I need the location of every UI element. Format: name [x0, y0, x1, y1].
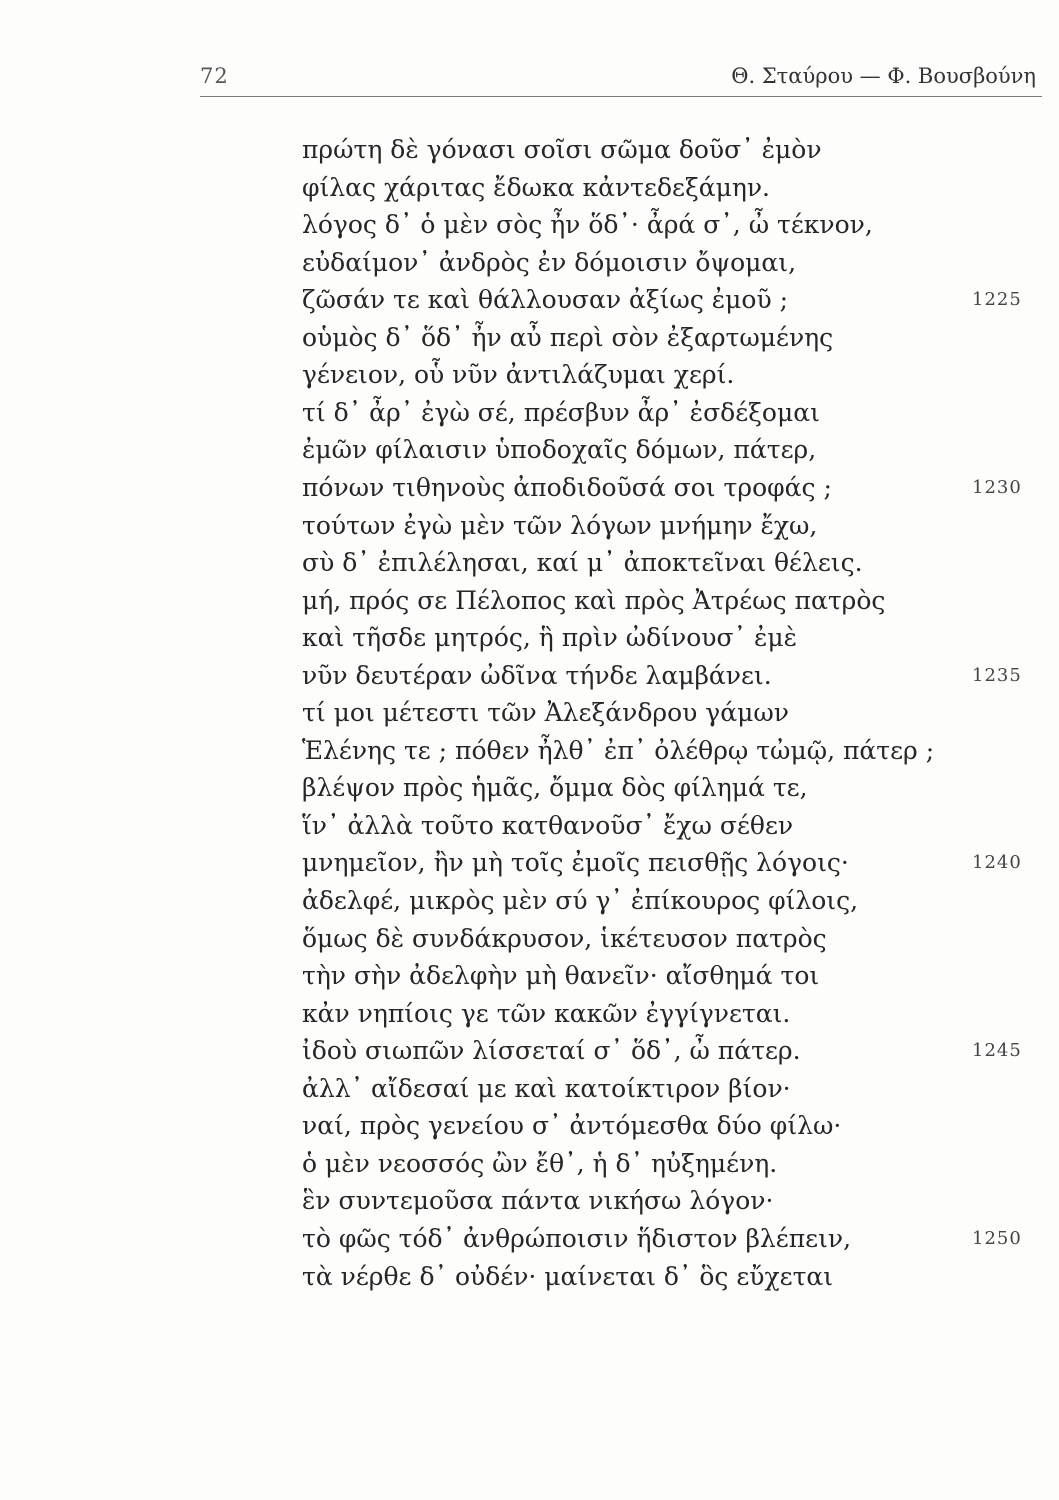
verse-line-text: τί μοι μέτεστι τῶν Ἀλεξάνδρου γάμων — [302, 698, 789, 728]
verse-line — [302, 281, 1042, 319]
verse-line-text: λόγος δ᾽ ὁ μὲν σὸς ἦν ὅδ᾽· ἆρά σ᾽, ὦ τέκνον, — [302, 210, 873, 240]
verse-line-text: ἓν συντεμοῦσα πάντα νικήσω λόγον· — [302, 1186, 774, 1216]
verse-line-text: τὰ νέρθε δ᾽ οὐδέν· μαίνεται δ᾽ ὃς εὔχεται — [302, 1261, 834, 1291]
verse-line-text: πρώτη δὲ γόνασι σοῖσι σῶμα δοῦσ᾽ ἐμὸν — [302, 135, 822, 164]
verse-line — [302, 1182, 1042, 1220]
verse-line — [302, 1145, 1042, 1183]
verse-line — [302, 807, 1042, 845]
verse-line-number: 1250 — [972, 1227, 1022, 1249]
verse-line-text: ἵν᾽ ἀλλὰ τοῦτο κατθανοῦσ᾽ ἔχω σέθεν — [302, 810, 794, 840]
verse-line-text: ναί, πρὸς γενείου σ᾽ ἀντόμεσθα δύο φίλω· — [302, 1111, 842, 1141]
verse-line-number: 1235 — [972, 664, 1022, 686]
verse-line — [302, 319, 1042, 357]
verse-line-text: μή, πρός σε Πέλοπος καὶ πρὸς Ἀτρέως πατρὸς — [302, 585, 886, 615]
verse-line-text: οὑμὸς δ᾽ ὅδ᾽ ἦν αὖ περὶ σὸν ἐξαρτωμένης — [302, 322, 834, 352]
verse-line — [302, 995, 1042, 1033]
verse-line — [302, 769, 1042, 807]
verse-line — [302, 582, 1042, 620]
verse-line-text: νῦν δευτέραν ὠδῖνα τήνδε λαμβάνει. — [302, 660, 772, 690]
verse-line-text: τούτων ἐγὼ μὲν τῶν λόγων μνήμην ἔχω, — [302, 510, 818, 540]
verse-line-text: τὸ φῶς τόδ᾽ ἀνθρώποισιν ἥδιστον βλέπειν, — [302, 1223, 852, 1253]
verse-line-text: ἐμῶν φίλαισιν ὑποδοχαῖς δόμων, πάτερ, — [302, 435, 817, 465]
verse-line — [302, 244, 1042, 282]
verse-line-text: Ἑλένης τε ; πόθεν ἦλθ᾽ ἐπ᾽ ὀλέθρῳ τὠμῷ, πάτερ ; — [302, 735, 935, 765]
verse-line — [302, 882, 1042, 920]
verse-line — [302, 844, 1042, 882]
verse-line — [302, 732, 1042, 770]
verse-line — [302, 619, 1042, 657]
verse-line-text: μνημεῖον, ἢν μὴ τοῖς ἐμοῖς πεισθῇς λόγοις· — [302, 848, 849, 878]
verse-line-text: φίλας χάριτας ἔδωκα κἀντεδεξάμην. — [302, 172, 770, 202]
verse-line — [302, 1070, 1042, 1108]
verse-line-text: κἀν νηπίοις γε τῶν κακῶν ἐγγίγνεται. — [302, 998, 791, 1028]
verse-line-text: τί δ᾽ ἆρ᾽ ἐγὼ σέ, πρέσβυν ἆρ᾽ ἐσδέξομαι — [302, 397, 820, 427]
verse-line-text: ζῶσάν τε καὶ θάλλουσαν ἀξίως ἐμοῦ ; — [302, 285, 789, 315]
running-head: Θ. Σταύρου — Φ. Βουσβούνη — [731, 64, 1036, 88]
verse-line — [302, 1258, 1042, 1296]
verse-line — [302, 507, 1042, 545]
verse-line-number: 1230 — [972, 476, 1022, 498]
verse-line-text: ὅμως δὲ συνδάκρυσον, ἱκέτευσον πατρὸς — [302, 923, 827, 953]
verse-line-number: 1240 — [972, 852, 1022, 874]
verse-line — [302, 169, 1042, 207]
verse-line — [302, 206, 1042, 244]
verse-line-text: πόνων τιθηνοὺς ἀποδιδοῦσά σοι τροφάς ; — [302, 472, 832, 502]
verse-line-text: ἀλλ᾽ αἴδεσαί με καὶ κατοίκτιρον βίον· — [302, 1073, 791, 1103]
verse-line — [302, 131, 1042, 169]
verse-line — [302, 544, 1042, 582]
verse-line — [302, 356, 1042, 394]
verse-line — [302, 694, 1042, 732]
verse-line-text: ὁ μὲν νεοσσός ὢν ἔθ᾽, ἡ δ᾽ ηὐξημένη. — [302, 1148, 778, 1178]
verse-line — [302, 1220, 1042, 1258]
verse-line — [302, 920, 1042, 958]
verse-line-text: εὐδαίμον᾽ ἀνδρὸς ἐν δόμοισιν ὄψομαι, — [302, 247, 797, 277]
verse-line — [302, 1032, 1042, 1070]
verse-line — [302, 657, 1042, 695]
verse-line — [302, 957, 1042, 995]
verse-line — [302, 394, 1042, 432]
verse-line — [302, 1107, 1042, 1145]
verse-line-text: ἰδοὺ σιωπῶν λίσσεταί σ᾽ ὅδ᾽, ὦ πάτερ. — [302, 1036, 801, 1066]
verse-line-number: 1225 — [972, 289, 1022, 311]
verse-line-text: σὺ δ᾽ ἐπιλέλησαι, καί μ᾽ ἀποκτεῖναι θέλεις. — [302, 548, 863, 578]
verse-line — [302, 431, 1042, 469]
verse-line-text: ἀδελφέ, μικρὸς μὲν σύ γ᾽ ἐπίκουρος φίλοις, — [302, 886, 859, 915]
verse-line — [302, 469, 1042, 507]
verse-line-text: καὶ τῆσδε μητρός, ἣ πρὶν ὠδίνουσ᾽ ἐμὲ — [302, 623, 798, 653]
verse-line-text: τὴν σὴν ἀδελφὴν μὴ θανεῖν· αἴσθημά τοι — [302, 961, 820, 991]
verse-line-text: βλέψον πρὸς ἡμᾶς, ὄμμα δὸς φίλημά τε, — [302, 773, 808, 803]
page-number: 72 — [200, 64, 229, 88]
verse-line-number: 1245 — [972, 1040, 1022, 1062]
verse-line-text: γένειον, οὗ νῦν ἀντιλάζυμαι χερί. — [302, 360, 735, 390]
